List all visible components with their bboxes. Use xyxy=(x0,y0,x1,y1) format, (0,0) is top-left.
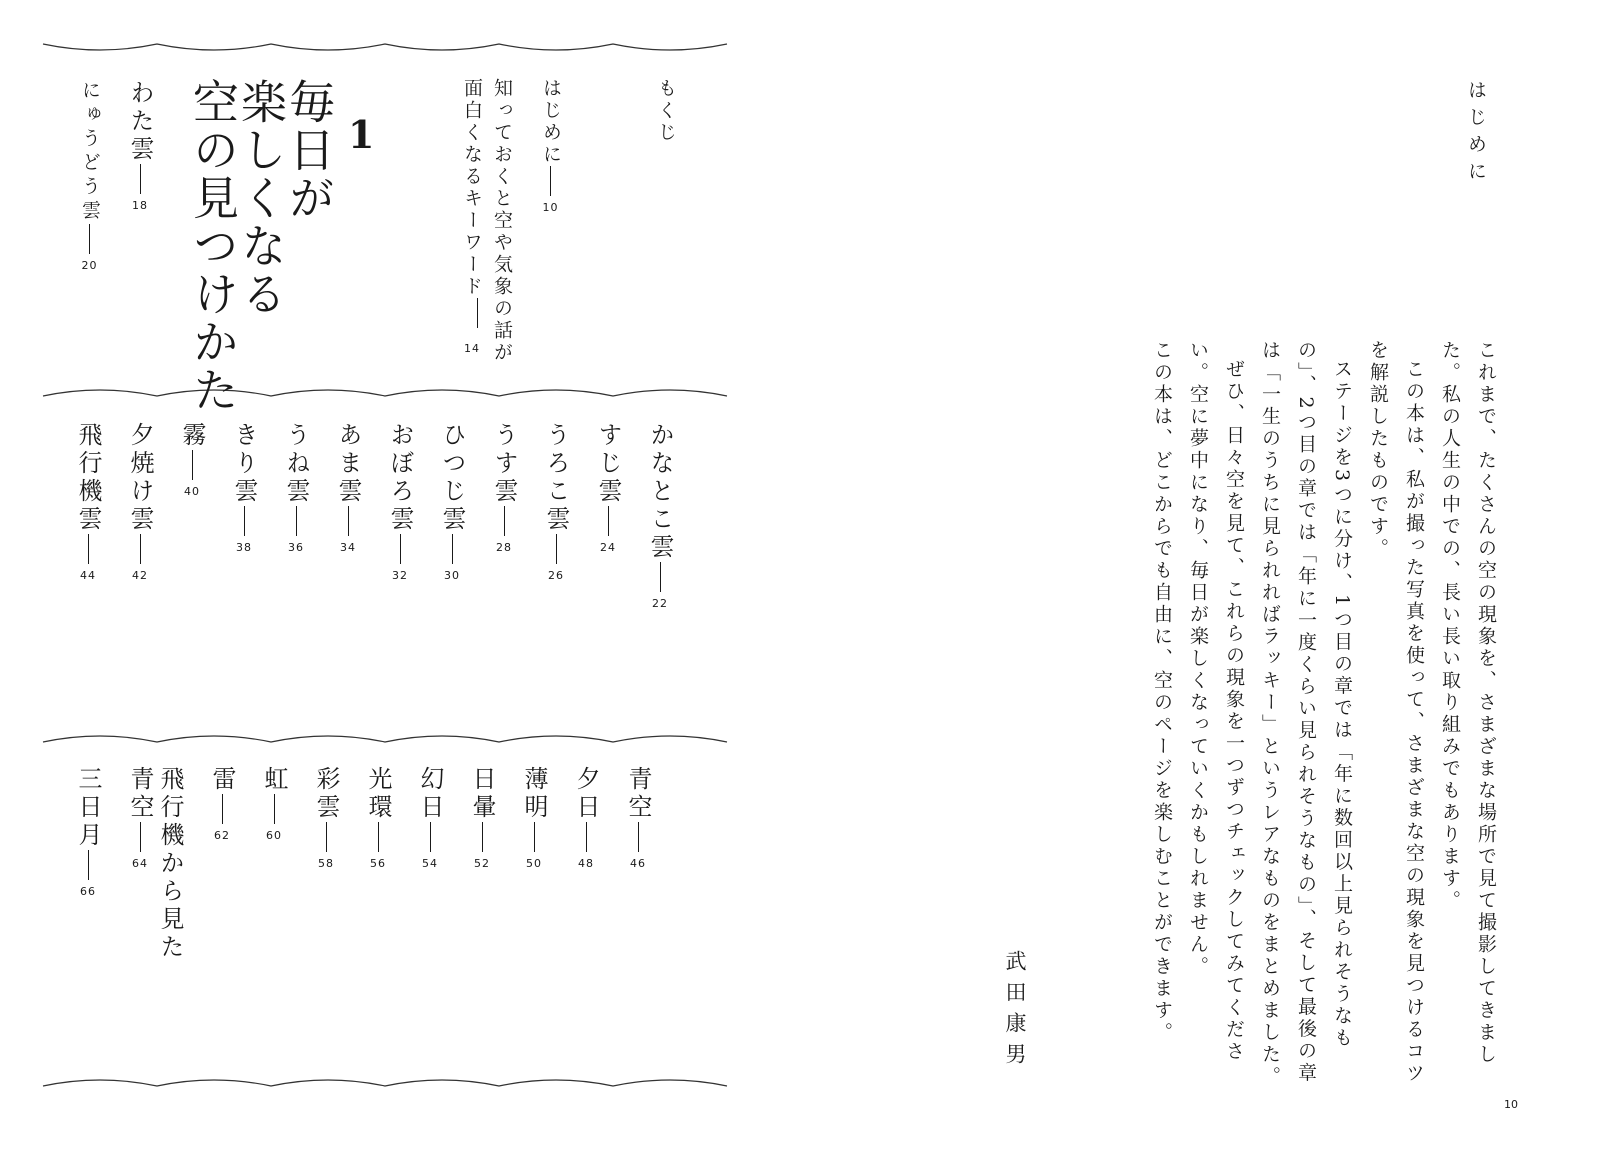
toc-entry-page: 50 xyxy=(526,857,542,870)
toc-entry-page: 66 xyxy=(80,885,96,898)
toc-entry-label: 知っておくと空や気象の話が面白くなるキーワード xyxy=(461,78,513,364)
toc-entry-page: 34 xyxy=(340,541,356,554)
leader-dash xyxy=(504,506,505,536)
toc-entry-label: きり雲 xyxy=(230,422,258,506)
toc-entry-page: 44 xyxy=(80,569,96,582)
wave-divider-2 xyxy=(0,382,730,402)
toc-entry-label: 彩雲 xyxy=(312,766,340,822)
leader-dash xyxy=(477,298,478,328)
toc-entry-label: 日暈 xyxy=(468,766,496,822)
toc-entry-page: 42 xyxy=(132,569,148,582)
toc-entry-label: 霧 xyxy=(178,422,206,450)
toc-entry-page: 58 xyxy=(318,857,334,870)
toc-entry-page: 32 xyxy=(392,569,408,582)
leader-dash xyxy=(348,506,349,536)
toc-entry-page: 26 xyxy=(548,569,564,582)
wave-divider-3 xyxy=(0,728,730,748)
leader-dash xyxy=(140,534,141,564)
leader-dash xyxy=(89,224,90,254)
toc-entry-label: 三日月 xyxy=(74,766,102,850)
leader-dash xyxy=(192,450,193,480)
leader-dash xyxy=(378,822,379,852)
toc-entry-page: 20 xyxy=(81,259,98,272)
leader-dash xyxy=(326,822,327,852)
toc-entry-label: 幻日 xyxy=(416,766,444,822)
toc-entry-label: はじめに xyxy=(540,78,562,166)
toc-entry-label: かなとこ雲 xyxy=(646,422,674,562)
leader-dash xyxy=(400,534,401,564)
leader-dash xyxy=(296,506,297,536)
intro-paragraph-5: この本は、どこからでも自由に、空のページを楽しむことができます。 xyxy=(1151,340,1173,1044)
leader-dash xyxy=(430,822,431,852)
leader-dash xyxy=(660,562,661,592)
toc-entry-page: 46 xyxy=(630,857,646,870)
leader-dash xyxy=(452,534,453,564)
toc-entry-label: ひつじ雲 xyxy=(438,422,466,534)
intro-paragraph-2: この本は、私が撮った写真を使って、さまざまな空の現象を見つけるコツを解説したものです。 xyxy=(1367,340,1425,1085)
intro-body xyxy=(1084,340,1504,1100)
leader-dash xyxy=(638,822,639,852)
leader-dash xyxy=(88,850,89,880)
toc-entry-page: 64 xyxy=(132,857,148,870)
toc-entry-page: 28 xyxy=(496,541,512,554)
toc-entry-label: うね雲 xyxy=(282,422,310,506)
leader-dash xyxy=(534,822,535,852)
leader-dash xyxy=(482,822,483,852)
toc-entry-page: 24 xyxy=(600,541,616,554)
toc-entry-label: 薄明 xyxy=(520,766,548,822)
intro-paragraph-1: これまで、たくさんの空の現象を、さまざまな場所で見て撮影してきました。私の人生の中での、長い長い取り組みでもあります。 xyxy=(1439,340,1497,1066)
page-number: 10 xyxy=(1504,1098,1518,1111)
toc-entry-label: 青空 xyxy=(624,766,652,822)
leader-dash xyxy=(140,164,141,194)
toc-entry-page: 62 xyxy=(214,829,230,842)
leader-dash xyxy=(550,166,551,196)
toc-entry-label: うす雲 xyxy=(490,422,518,506)
intro-paragraph-4: ぜひ、日々空を見て、これらの現象を一つずつチェックしてみてください。空に夢中になり、毎日が楽しくなっていくかもしれません。 xyxy=(1187,340,1245,1063)
leader-dash xyxy=(586,822,587,852)
toc-entry-label: 青空 xyxy=(126,766,154,822)
wave-divider-top xyxy=(0,36,730,56)
toc-entry-label: 夕日 xyxy=(572,766,600,822)
leader-dash xyxy=(608,506,609,536)
toc-entry-page: 36 xyxy=(288,541,304,554)
leader-dash xyxy=(88,534,89,564)
toc-entry-page: 22 xyxy=(652,597,668,610)
toc-entry-page: 56 xyxy=(370,857,386,870)
toc-entry-label: 光環 xyxy=(364,766,392,822)
toc-entry-keywords[interactable] xyxy=(457,78,517,378)
toc-entry-page: 38 xyxy=(236,541,252,554)
toc-entry-label: すじ雲 xyxy=(594,422,622,506)
toc-entry-label: あま雲 xyxy=(334,422,362,506)
toc-header-text: もくじ xyxy=(655,78,677,144)
toc-entry-label: 飛行機から見た xyxy=(156,766,184,962)
toc-entry-label: 夕焼け雲 xyxy=(126,422,154,534)
toc-entry-page: 60 xyxy=(266,829,282,842)
chapter-number: 1 xyxy=(348,112,375,157)
toc-entry-page: 40 xyxy=(184,485,200,498)
toc-entry-label: にゅうどう雲 xyxy=(79,80,101,224)
toc-entry-label: 飛行機雲 xyxy=(74,422,102,534)
leader-dash xyxy=(556,534,557,564)
book-spread: もくじ はじめに 10 知っておくと空や気象の話が面白くなるキーワード14 1 毎日が 楽しくなる 空の見つけかた わた雲 18 にゅうどう雲 20 かなとこ雲 22 すじ雲 24 うろこ雲 26 うす雲 28 ひつじ雲 30 おぼろ雲 32 あま雲 34 うね雲 36 きり雲 38 霧 40 夕焼け雲 42 飛行機雲 44 青空 46 夕日 48 薄明 50 日暈 52 幻日 54 光環 56 彩雲 58 虹 60 雷 62 飛行機から見た 青空 64 三日月 66 はじめに これまで、たくさんの空の現象を、さまざまな場所で見て撮影してきました。私の人生の中での、長い長い取り組みでもあります。 この本は、私が撮った写真を使って、さまざまな空の現象を見つけるコツを解説したものです。 ステージを3つに分け、1つ目の章では「年に数回以上見られそうなもの」、2つ目の章では「年に一度くらい見られそうなもの」、そして最後の章は「一生のうちに見られればラッキー」というレアなものをまとめました。 ぜひ、日々空を見て、これらの現象を一つずつチェックしてみてください。空に夢中になり、毎日が楽しくなっていくかもしれません。 この本は、どこからでも自由に、空のページを楽しむことができます。 武田康男 10 xyxy=(0,0,1600,1157)
toc-entry-label: 雷 xyxy=(208,766,236,794)
toc-entry-page: 10 xyxy=(542,201,559,214)
toc-entry-page: 48 xyxy=(578,857,594,870)
toc-entry-page: 30 xyxy=(444,569,460,582)
toc-entry-label: 虹 xyxy=(260,766,288,794)
toc-entry-label: わた雲 xyxy=(126,80,154,164)
toc-entry-label: おぼろ雲 xyxy=(386,422,414,534)
intro-paragraph-3: ステージを3つに分け、1つ目の章では「年に数回以上見られそうなもの」、2つ目の章では「年に一度くらい見られそうなもの」、そして最後の章は「一生のうちに見られればラッキー」というレアなものをまとめました。 xyxy=(1259,340,1353,1088)
toc-entry-page: 18 xyxy=(132,199,148,212)
leader-dash xyxy=(244,506,245,536)
leader-dash xyxy=(140,822,141,852)
toc-entry-page: 54 xyxy=(422,857,438,870)
leader-dash xyxy=(274,794,275,824)
toc-entry-page: 14 xyxy=(464,342,480,355)
leader-dash xyxy=(222,794,223,824)
wave-divider-bottom xyxy=(0,1072,730,1092)
toc-entry-page: 52 xyxy=(474,857,490,870)
toc-entry-label: うろこ雲 xyxy=(542,422,570,534)
